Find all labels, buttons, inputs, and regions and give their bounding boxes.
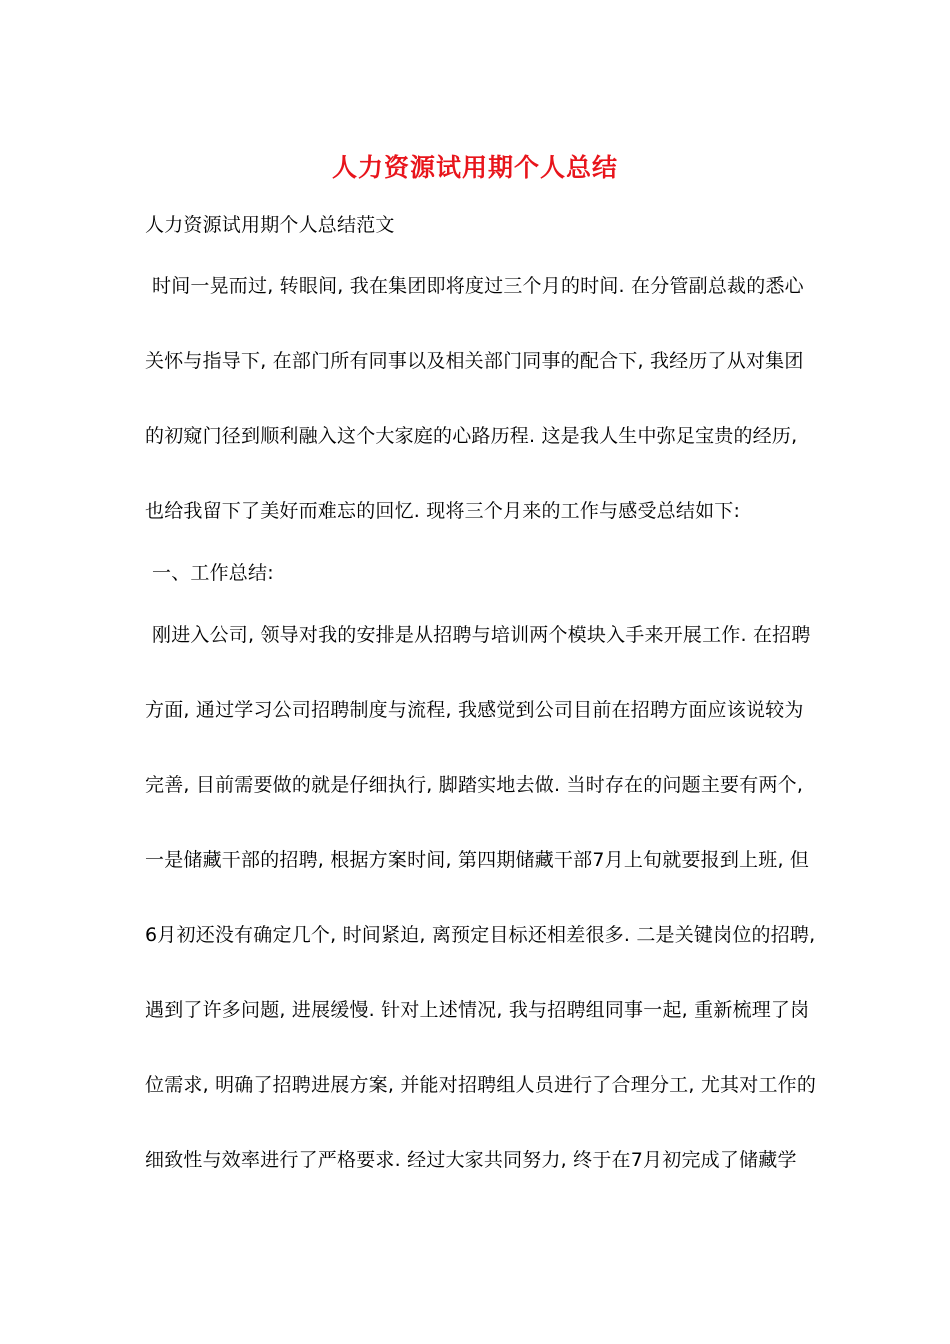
paragraph-line: 方面, 通过学习公司招聘制度与流程, 我感觉到公司目前在招聘方面应该说较为 — [145, 699, 804, 721]
paragraph-line: 一是储藏干部的招聘, 根据方案时间, 第四期储藏干部7月上旬就要报到上班, 但 — [145, 849, 810, 871]
section-heading: 一、工作总结: — [152, 562, 274, 584]
paragraph-line: 时间一晃而过, 转眼间, 我在集团即将度过三个月的时间. 在分管副总裁的悉心 — [152, 275, 804, 297]
paragraph-line: 位需求, 明确了招聘进展方案, 并能对招聘组人员进行了合理分工, 尤其对工作的 — [145, 1074, 817, 1096]
paragraph-line: 完善, 目前需要做的就是仔细执行, 脚踏实地去做. 当时存在的问题主要有两个, — [145, 774, 804, 796]
document-title: 人力资源试用期个人总结 — [331, 153, 618, 182]
paragraph-line: 也给我留下了美好而难忘的回忆. 现将三个月来的工作与感受总结如下: — [145, 500, 741, 522]
document-subtitle: 人力资源试用期个人总结范文 — [145, 214, 395, 236]
paragraph-line: 刚进入公司, 领导对我的安排是从招聘与培训两个模块入手来开展工作. 在招聘 — [152, 624, 811, 646]
paragraph-line: 细致性与效率进行了严格要求. 经过大家共同努力, 终于在7月初完成了储藏学 — [145, 1149, 797, 1171]
paragraph-line: 遇到了许多问题, 进展缓慢. 针对上述情况, 我与招聘组同事一起, 重新梳理了岗 — [145, 999, 810, 1021]
paragraph-line: 关怀与指导下, 在部门所有同事以及相关部门同事的配合下, 我经历了从对集团 — [145, 350, 804, 372]
paragraph-line: 的初窥门径到顺利融入这个大家庭的心路历程. 这是我人生中弥足宝贵的经历, — [145, 425, 798, 447]
paragraph-line: 6月初还没有确定几个, 时间紧迫, 离预定目标还相差很多. 二是关键岗位的招聘, — [145, 924, 816, 946]
